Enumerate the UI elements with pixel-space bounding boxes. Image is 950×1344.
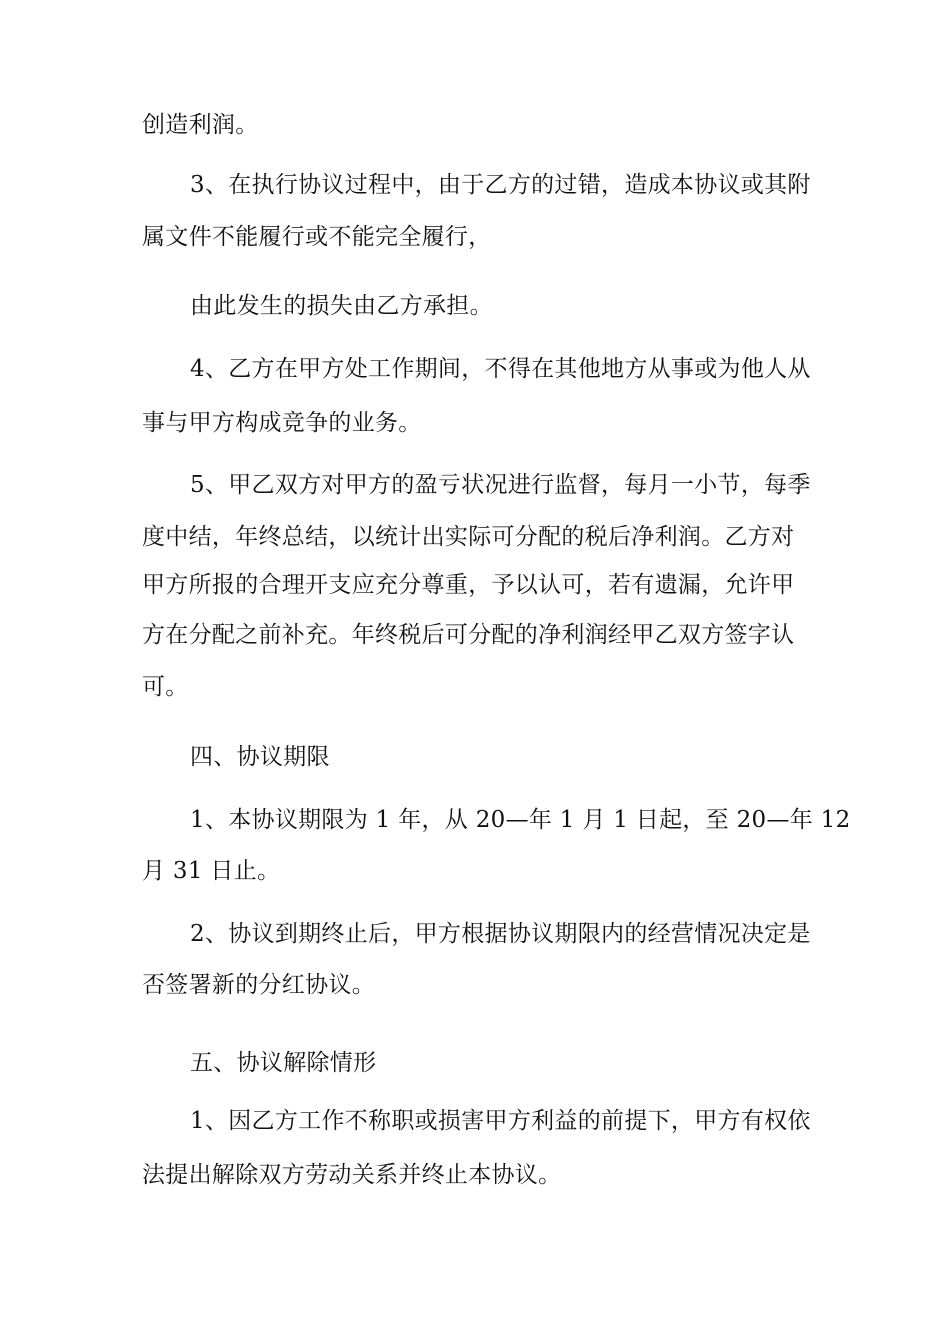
paragraph-line: 1、因乙方工作不称职或损害甲方利益的前提下，甲方有权依 xyxy=(190,1108,811,1134)
paragraph-line: 甲方所报的合理开支应充分尊重，予以认可，若有遗漏，允许甲 xyxy=(142,572,795,598)
paragraph-line: 2、协议到期终止后，甲方根据协议期限内的经营情况决定是 xyxy=(190,921,811,947)
section-heading: 五、协议解除情形 xyxy=(190,1050,377,1076)
paragraph-line: 3、在执行协议过程中，由于乙方的过错，造成本协议或其附 xyxy=(190,172,811,198)
paragraph-line: 可。 xyxy=(142,674,189,700)
paragraph-line: 否签署新的分红协议。 xyxy=(142,972,375,998)
paragraph-line: 5、甲乙双方对甲方的盈亏状况进行监督，每月一小节，每季 xyxy=(190,472,811,498)
paragraph-line: 由此发生的损失由乙方承担。 xyxy=(190,293,493,319)
paragraph-line: 4、乙方在甲方处工作期间，不得在其他地方从事或为他人从 xyxy=(190,356,811,382)
paragraph-line: 事与甲方构成竞争的业务。 xyxy=(142,410,422,436)
paragraph-line: 创造利润。 xyxy=(142,112,259,138)
paragraph-line: 度中结，年终总结，以统计出实际可分配的税后净利润。乙方对 xyxy=(142,524,795,550)
paragraph-line: 方在分配之前补充。年终税后可分配的净利润经甲乙双方签字认 xyxy=(142,622,795,648)
paragraph-line: 月 31 日止。 xyxy=(142,858,281,884)
paragraph-line: 法提出解除双方劳动关系并终止本协议。 xyxy=(142,1162,562,1188)
section-heading: 四、协议期限 xyxy=(190,744,330,770)
paragraph-line: 1、本协议期限为 1 年，从 20—年 1 月 1 日起，至 20—年 12 xyxy=(190,807,851,833)
paragraph-line: 属文件不能履行或不能完全履行， xyxy=(142,224,492,250)
